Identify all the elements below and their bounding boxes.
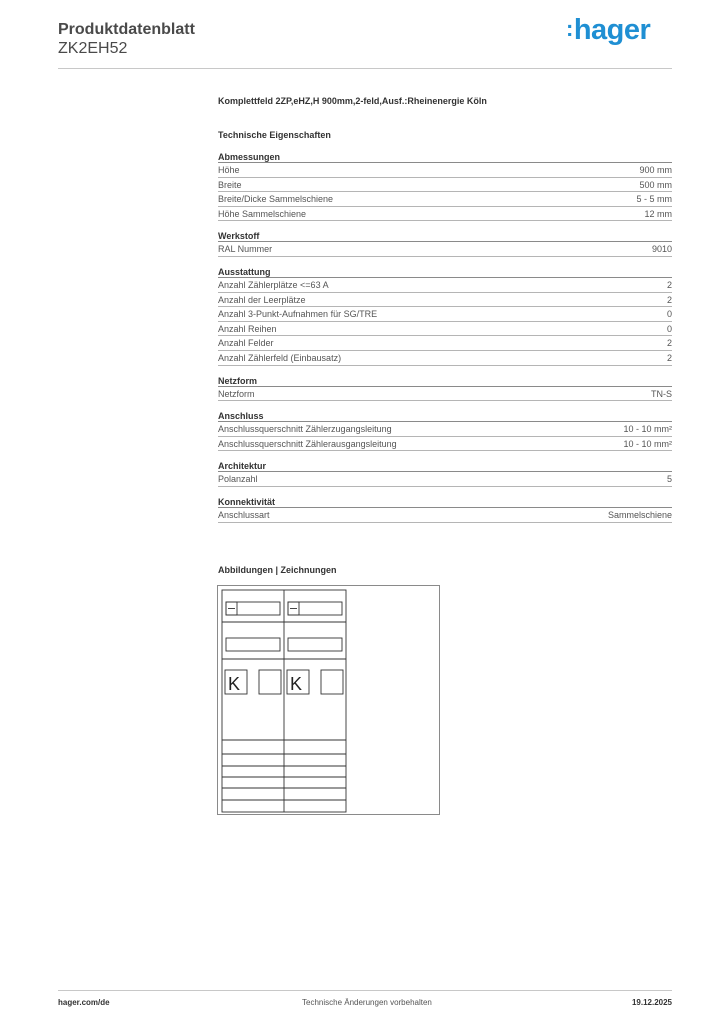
logo-text: hager bbox=[573, 14, 651, 46]
property-value: 2 bbox=[666, 338, 672, 349]
property-value: 2 bbox=[666, 294, 672, 305]
document-title: Produktdatenblatt bbox=[58, 21, 195, 38]
section-title: Abmessungen bbox=[218, 151, 672, 163]
property-row bbox=[218, 278, 672, 293]
property-section bbox=[218, 230, 672, 257]
technical-drawing bbox=[217, 585, 440, 815]
property-label: Netzform bbox=[218, 388, 255, 399]
strip-left bbox=[226, 638, 280, 651]
property-row bbox=[218, 387, 672, 402]
property-value: 0 bbox=[666, 323, 672, 334]
property-value: 5 bbox=[666, 474, 672, 485]
property-value: 12 mm bbox=[644, 208, 672, 219]
property-section bbox=[218, 410, 672, 451]
main-content bbox=[218, 95, 672, 523]
k-label-left: K bbox=[228, 674, 241, 694]
technical-properties-heading: Technische Eigenschaften bbox=[218, 130, 331, 140]
empty-box-left bbox=[259, 670, 281, 694]
property-label: Anschlussquerschnitt Zählerausgangsleitung bbox=[218, 438, 397, 449]
property-value: 900 mm bbox=[639, 165, 672, 175]
property-row bbox=[218, 422, 672, 437]
property-row bbox=[218, 437, 672, 452]
property-row bbox=[218, 242, 672, 257]
k-label-right: K bbox=[290, 674, 303, 694]
property-label: RAL Nummer bbox=[218, 244, 273, 255]
property-label: Breite bbox=[218, 179, 242, 190]
property-row bbox=[218, 336, 672, 351]
property-row bbox=[218, 508, 672, 523]
property-value: 0 bbox=[666, 309, 672, 320]
property-label: Anzahl Reihen bbox=[218, 323, 277, 334]
property-value: 10 - 10 mm² bbox=[623, 424, 672, 435]
property-section bbox=[218, 496, 672, 523]
property-value: 5 - 5 mm bbox=[636, 194, 672, 205]
property-label: Anschlussart bbox=[218, 509, 270, 520]
property-row bbox=[218, 472, 672, 487]
property-label: Anzahl der Leerplätze bbox=[218, 294, 306, 305]
property-label: Anzahl Zählerfeld (Einbausatz) bbox=[218, 352, 342, 363]
property-row bbox=[218, 163, 672, 178]
property-label: Anschlussquerschnitt Zählerzugangsleitung bbox=[218, 424, 392, 435]
logo-prefix: : bbox=[566, 16, 573, 41]
property-section bbox=[218, 460, 672, 487]
drawings-heading: Abbildungen | Zeichnungen bbox=[218, 565, 337, 575]
property-row bbox=[218, 192, 672, 207]
footer-website: hager.com/de bbox=[58, 998, 110, 1007]
property-value: TN-S bbox=[651, 388, 672, 399]
footer-divider bbox=[58, 990, 672, 991]
property-label: Anzahl 3-Punkt-Aufnahmen für SG/TRE bbox=[218, 309, 378, 320]
property-label: Höhe bbox=[218, 165, 240, 175]
footer-date: 19.12.2025 bbox=[631, 998, 672, 1007]
property-label: Höhe Sammelschiene bbox=[218, 208, 307, 219]
header-divider bbox=[58, 68, 672, 69]
section-title: Konnektivität bbox=[218, 496, 672, 508]
property-value: Sammelschiene bbox=[607, 509, 672, 520]
property-label: Polanzahl bbox=[218, 474, 258, 485]
section-title: Anschluss bbox=[218, 410, 672, 422]
property-row bbox=[218, 307, 672, 322]
property-row bbox=[218, 293, 672, 308]
empty-box-right bbox=[321, 670, 343, 694]
section-title: Ausstattung bbox=[218, 266, 672, 278]
property-label: Anzahl Felder bbox=[218, 338, 274, 349]
product-id: ZK2EH52 bbox=[58, 40, 128, 57]
property-section bbox=[218, 151, 672, 221]
property-value: 10 - 10 mm² bbox=[623, 438, 672, 449]
property-value: 2 bbox=[666, 352, 672, 363]
hager-logo bbox=[566, 14, 650, 47]
property-section bbox=[218, 266, 672, 366]
panel-drawing-svg bbox=[218, 586, 439, 814]
property-row bbox=[218, 322, 672, 337]
property-value: 500 mm bbox=[639, 179, 672, 190]
property-label: Anzahl Zählerplätze <=63 A bbox=[218, 279, 329, 290]
section-title: Werkstoff bbox=[218, 230, 672, 242]
property-section bbox=[218, 375, 672, 402]
property-value: 9010 bbox=[651, 244, 672, 255]
property-row bbox=[218, 207, 672, 222]
product-description: Komplettfeld 2ZP,eHZ,H 900mm,2-feld,Ausf.:Rheinenergie Köln bbox=[218, 96, 487, 106]
property-value: 2 bbox=[666, 279, 672, 290]
property-label: Breite/Dicke Sammelschiene bbox=[218, 194, 334, 205]
section-title: Netzform bbox=[218, 375, 672, 387]
properties-sections bbox=[218, 151, 672, 523]
strip-right bbox=[288, 638, 342, 651]
property-row bbox=[218, 351, 672, 366]
section-title: Architektur bbox=[218, 460, 672, 472]
property-row bbox=[218, 178, 672, 193]
footer-notice: Technische Änderungen vorbehalten bbox=[302, 998, 432, 1007]
